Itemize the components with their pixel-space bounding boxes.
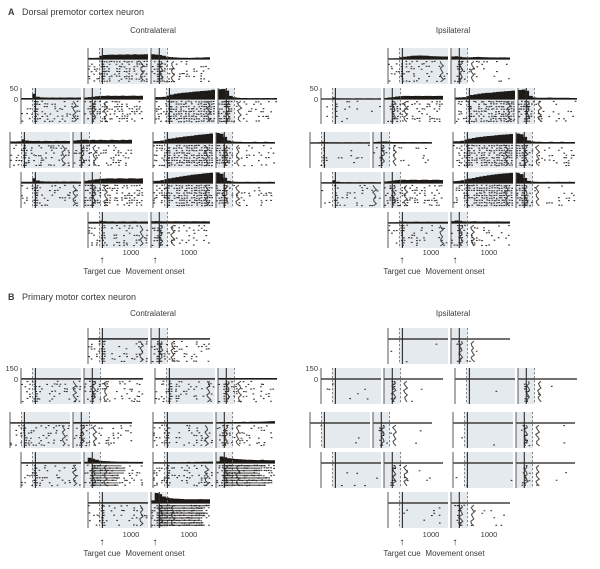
x-tick-1000: 1000 [180,530,198,539]
x-tick-1000: 1000 [480,248,498,257]
up-arrow-icon: ↑ [99,255,105,266]
x-tick-1000: 1000 [422,248,440,257]
side-label-b-ipsilateral: Ipsilateral [435,309,471,318]
up-arrow-icon: ↑ [452,255,458,266]
x-tick-1000: 1000 [122,530,140,539]
y-axis-max-label: 150 [5,364,18,373]
panel-b-letter: B [8,292,15,302]
x-tick-1000: 1000 [422,530,440,539]
target-cue-label: Target cue [383,549,421,558]
up-arrow-icon: ↑ [152,537,158,548]
panel-a-letter: A [8,7,15,17]
up-arrow-icon: ↑ [99,537,105,548]
x-tick-1000: 1000 [480,530,498,539]
y-axis-min-label: 0 [13,95,18,104]
y-axis-max-label: 50 [309,84,318,93]
side-label-a-ipsilateral: Ipsilateral [435,26,471,35]
up-arrow-icon: ↑ [399,537,405,548]
target-cue-label: Target cue [83,267,121,276]
movement-onset-label: Movement onset [125,549,185,558]
x-tick-1000: 1000 [180,248,198,257]
raster-histogram-grid-a-ipsilateral [306,46,580,250]
up-arrow-icon: ↑ [399,255,405,266]
y-axis-min-label: 0 [313,375,318,384]
side-label-b-contralateral: Contralateral [130,309,176,318]
movement-onset-label: Movement onset [425,549,485,558]
raster-histogram-grid-b-ipsilateral [306,326,580,530]
side-label-a-contralateral: Contralateral [130,26,176,35]
panel-b-title: Primary motor cortex neuron [22,292,137,302]
target-cue-label: Target cue [83,549,121,558]
movement-onset-label: Movement onset [125,267,185,276]
x-tick-1000: 1000 [122,248,140,257]
up-arrow-icon: ↑ [152,255,158,266]
raster-histogram-grid-a-contralateral [6,46,280,250]
y-axis-min-label: 0 [313,95,318,104]
panel-a-title: Dorsal premotor cortex neuron [22,7,145,17]
up-arrow-icon: ↑ [452,537,458,548]
y-axis-min-label: 0 [13,375,18,384]
y-axis-max-label: 50 [9,84,18,93]
movement-onset-label: Movement onset [425,267,485,276]
y-axis-max-label: 150 [305,364,318,373]
target-cue-label: Target cue [383,267,421,276]
raster-histogram-grid-b-contralateral [6,326,280,530]
